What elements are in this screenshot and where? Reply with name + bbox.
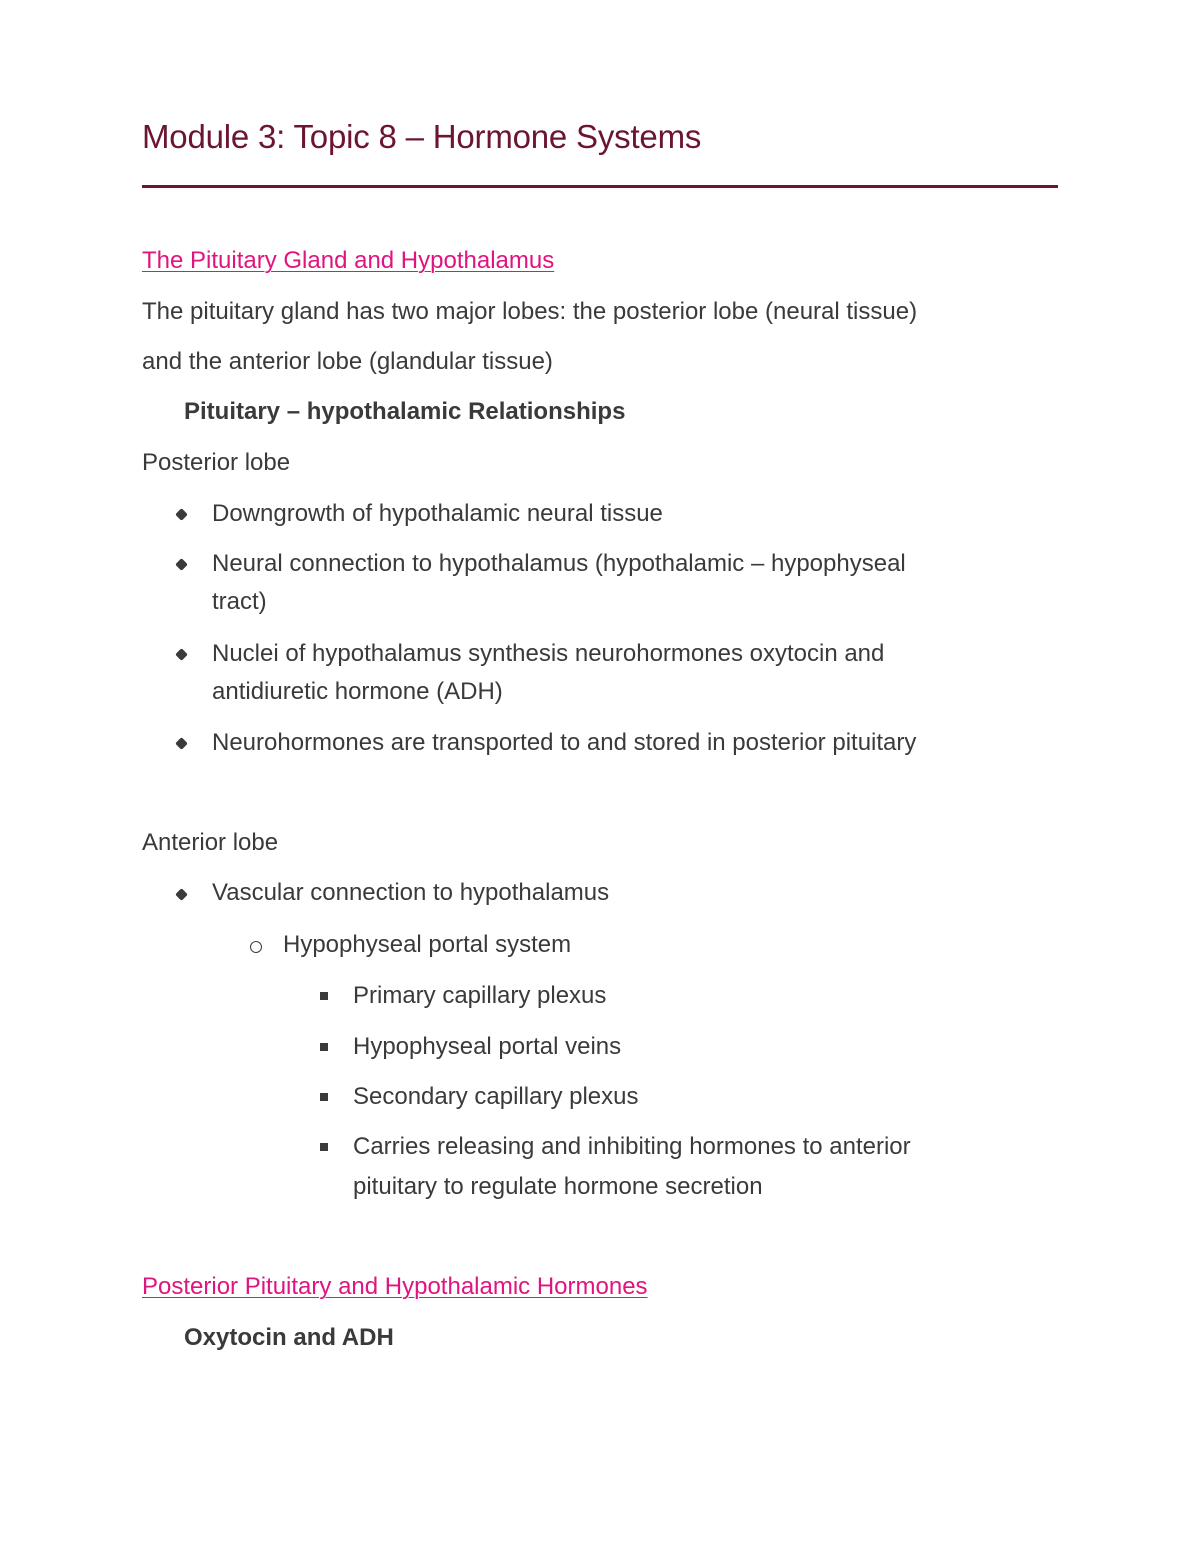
diamond-bullet-icon bbox=[175, 508, 188, 521]
anterior-sub-sub-bullet-4-line-2: pituitary to regulate hormone secretion bbox=[353, 1173, 763, 1200]
posterior-bullet-3-line-1: Nuclei of hypothalamus synthesis neurohormones oxytocin and bbox=[212, 640, 885, 667]
diamond-bullet-icon bbox=[175, 888, 188, 901]
subheading-oxytocin-adh: Oxytocin and ADH bbox=[184, 1324, 394, 1351]
square-bullet-icon bbox=[320, 1143, 328, 1151]
posterior-bullet-2-line-1: Neural connection to hypothalamus (hypothalamic – hypophyseal bbox=[212, 550, 906, 577]
posterior-bullet-3-line-2: antidiuretic hormone (ADH) bbox=[212, 678, 503, 705]
anterior-bullet-1: Vascular connection to hypothalamus bbox=[212, 879, 610, 906]
posterior-bullet-2-line-2: tract) bbox=[212, 588, 267, 615]
intro-text-line-1: The pituitary gland has two major lobes: the posterior lobe (neural tissue) bbox=[142, 298, 918, 325]
anterior-sub-sub-bullet-2: Hypophyseal portal veins bbox=[353, 1033, 622, 1060]
anterior-sub-bullet: Hypophyseal portal system bbox=[283, 931, 572, 958]
posterior-bullet-1: Downgrowth of hypothalamic neural tissue bbox=[212, 500, 663, 527]
anterior-lobe-label: Anterior lobe bbox=[142, 829, 279, 856]
square-bullet-icon bbox=[320, 1043, 328, 1051]
circle-bullet-icon bbox=[250, 941, 262, 953]
diamond-bullet-icon bbox=[175, 737, 188, 750]
anterior-sub-sub-bullet-4-line-1: Carries releasing and inhibiting hormones to anterior bbox=[353, 1133, 911, 1160]
title-underline-divider bbox=[142, 185, 1058, 188]
square-bullet-icon bbox=[320, 992, 328, 1000]
anterior-sub-sub-bullet-3: Secondary capillary plexus bbox=[353, 1083, 639, 1110]
section-heading-pituitary-hypothalamus[interactable]: The Pituitary Gland and Hypothalamus bbox=[142, 247, 555, 274]
posterior-lobe-label: Posterior lobe bbox=[142, 449, 291, 476]
posterior-bullet-4: Neurohormones are transported to and stored in posterior pituitary bbox=[212, 729, 917, 756]
diamond-bullet-icon bbox=[175, 648, 188, 661]
subheading-pituitary-relationships: Pituitary – hypothalamic Relationships bbox=[184, 398, 626, 425]
diamond-bullet-icon bbox=[175, 558, 188, 571]
section-heading-posterior-hormones[interactable]: Posterior Pituitary and Hypothalamic Hormones bbox=[142, 1273, 648, 1300]
anterior-sub-sub-bullet-1: Primary capillary plexus bbox=[353, 982, 607, 1009]
intro-text-line-2: and the anterior lobe (glandular tissue) bbox=[142, 348, 553, 375]
page-title: Module 3: Topic 8 – Hormone Systems bbox=[142, 118, 702, 155]
square-bullet-icon bbox=[320, 1093, 328, 1101]
